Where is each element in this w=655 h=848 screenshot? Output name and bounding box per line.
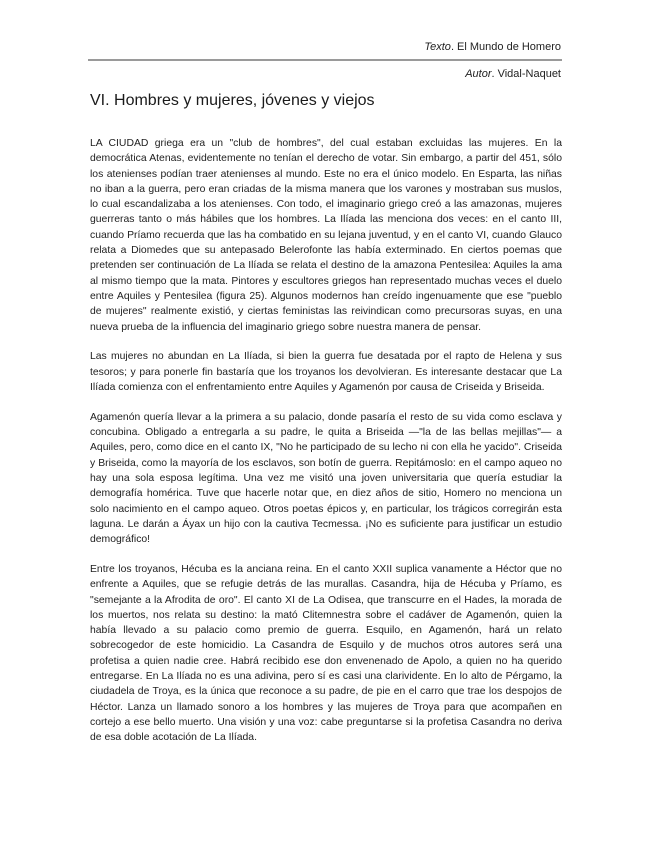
paragraph: Agamenón quería llevar a la primera a su palacio, donde pasaría el resto de su vida como esclava y concubina. Obligado a entregarla a su padre, le quita a Briseida —"la de las bellas mejillas"— a Aquiles, pero, como dice en el canto IX, "No he participado de su lecho ni con ella he yacido". Criseida y Briseida, como la mayoría de los esclavos, son botín de guerra. Repitámoslo: en el campo aqueo no hay una sola esposa legítima. Una vez me visitó una joven universitaria que quería estudiar la demografía homérica. Tuve que hacerle notar que, en diez años de sitio, Homero no menciona un solo nacimiento en el campo aqueo. Otros poetas épicos y, en particular, los trágicos corregirán esta laguna. Le darán a Áyax un hijo con la cautiva Tecmessa. ¡No es suficiente para justificar un estudio demográfico! — [90, 411, 562, 546]
paragraph: Las mujeres no abundan en La Ilíada, si bien la guerra fue desatada por el rapto de Helena y sus tesoros; y para ponerle fin bastaría que los troyanos los devolvieran. Es interesante destacar que La Ilíada comienza con el enfrentamiento entre Aquiles y Agamenón por causa de Criseida y Briseida. — [90, 351, 562, 393]
document-body — [90, 136, 562, 760]
header-text-label: Texto — [424, 41, 451, 53]
header-author-label: Autor — [465, 68, 492, 80]
chapter-title: VI. Hombres y mujeres, jóvenes y viejos — [90, 92, 375, 109]
paragraph: Entre los troyanos, Hécuba es la anciana reina. En el canto XXII suplica vanamente a Héctor que no enfrente a Aquiles, que se refugie detrás de las murallas. Casandra, hija de Hécuba y Príamo, es "semejante a la Afrodita de oro". El canto XI de La Odisea, que transcurre en el Hades, la morada de los muertos, nos relata su destino: la mató Clitemnestra sobre el cadáver de Agamenón, quien la había llevado a su palacio como premio de guerra. Esquilo, en Agamenón, hará un relato sobrecogedor de este homicidio. La Casandra de Esquilo y de muchos otros autores será una profetisa a quien nadie cree. Habrá recibido ese don envenenado de Apolo, a quien no ha querido entregarse. En La Ilíada no es una adivina, pero sí es casi una clarividente. En lo alto de Pérgamo, la ciudadela de Troya, es la única que reconoce a su padre, de pie en el carro que trae los despojos de Héctor. Lanza un llamado sonoro a los hombres y las mujeres de Troya para que acompañen en cortejo a ese bello muerto. Una visión y una voz: cabe preguntarse si la profetisa Casandra no deriva de esa doble acotación de La Ilíada. — [90, 563, 562, 744]
header-author-value: . Vidal-Naquet — [491, 68, 561, 80]
header-divider — [88, 59, 562, 61]
header-text-value: . El Mundo de Homero — [450, 41, 561, 53]
header-text-line — [424, 41, 561, 54]
paragraph: LA CIUDAD griega era un "club de hombres", del cual estaban excluidas las mujeres. En la democrática Atenas, evidentemente no tenían el derecho de votar. Sin embargo, a partir del 451, sólo los atenienses podían traer atenienses al mundo. Este no era el único modelo. En Esparta, las niñas no iban a la guerra, pero eran criadas de la misma manera que los varones y mostraban sus muslos, lo cual escandalizaba a los atenienses. Con todo, el imaginario griego creó a las amazonas, mujeres guerreras tanto o más hábiles que los hombres. La Ilíada las menciona dos veces: en el canto III, cuando Príamo recuerda que las ha combatido en su lejana juventud, y en el canto VI, cuando Glauco relata a Diomedes que su antepasado Belerofonte las había exterminado. En ciertos poemas que pretenden ser continuación de La Ilíada se relata el destino de la amazona Pentesilea: Aquiles la ama al mismo tiempo que la mata. Pintores y escultores griegos han representado muchas veces el duelo entre Aquiles y Pentesilea (figura 25). Algunos modernos han creído ingenuamente que ese "pueblo de mujeres" realmente existió, y ciertas feministas las reivindican como precursoras suyas, en una nueva prueba de la influencia del imaginario griego sobre nuestra manera de pensar. — [90, 138, 562, 333]
header-author-line — [465, 68, 561, 81]
